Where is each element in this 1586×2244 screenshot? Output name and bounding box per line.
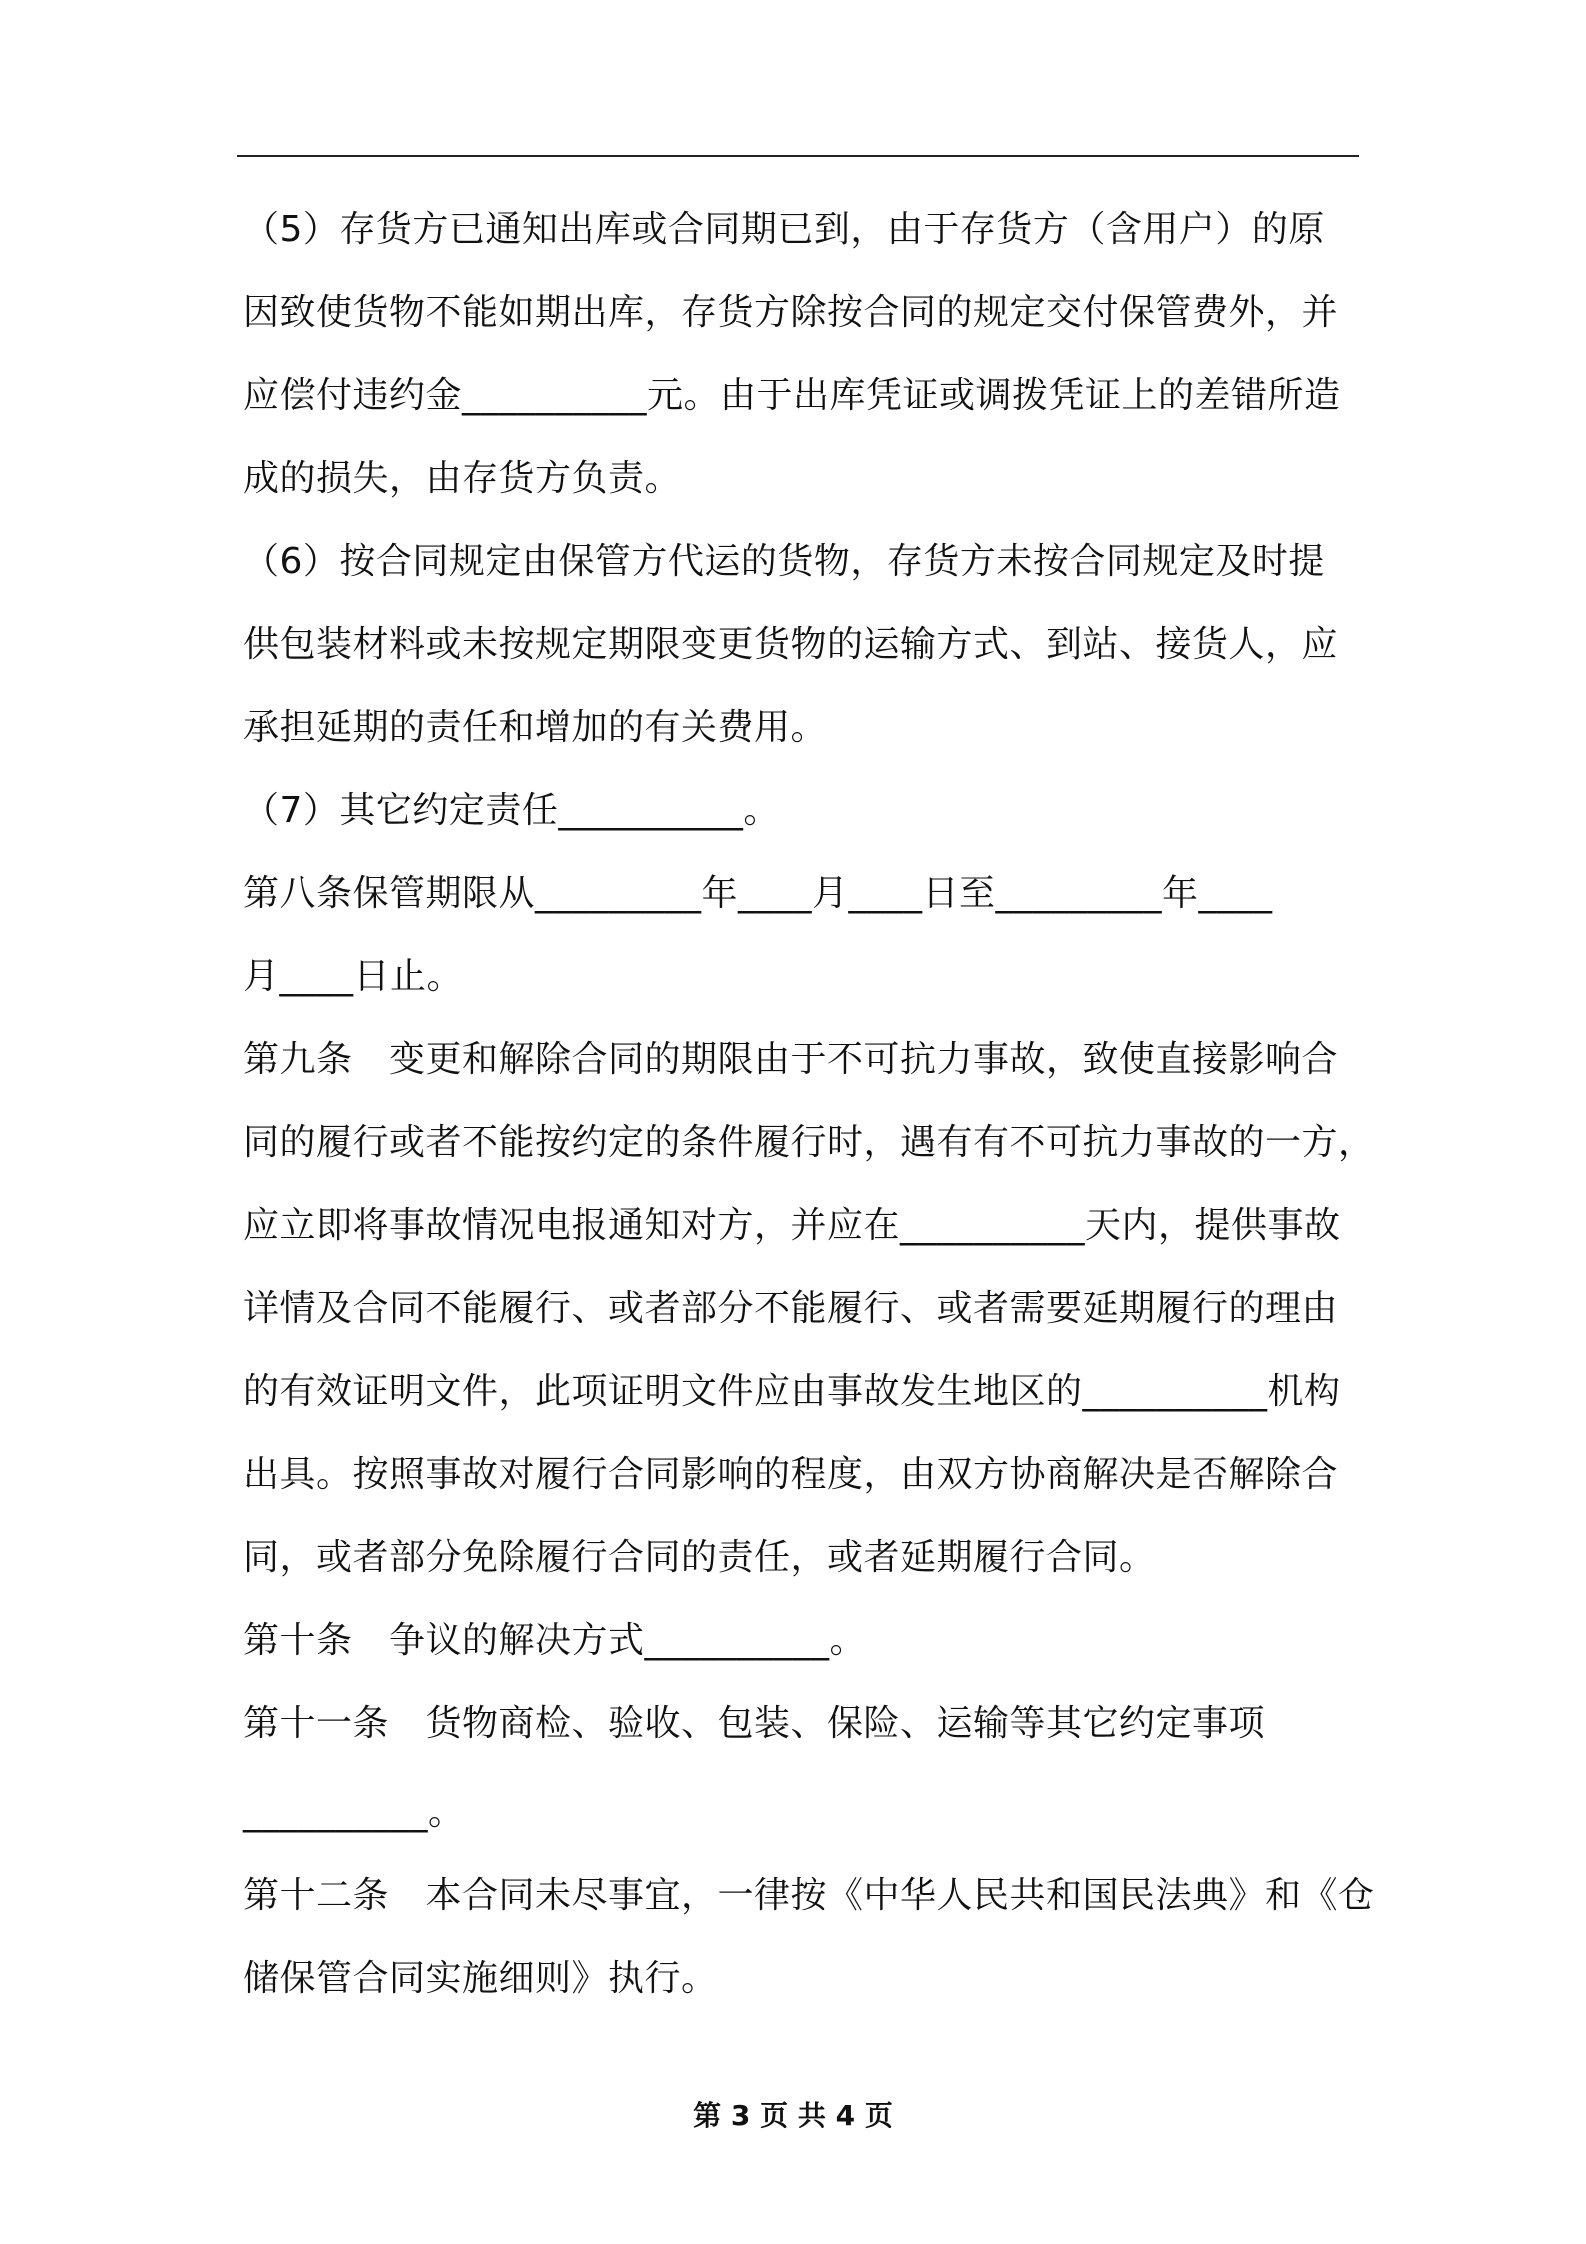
text-line: 储保管合同实施细则》执行。 [243,1958,718,1999]
text-line: （7）其它约定责任__________。 [243,790,780,831]
text-line: 供包装材料或未按规定期限变更货物的运输方式、到站、接货人，应 [243,624,1339,665]
text-line: 同的履行或者不能按约定的条件履行时，遇有有不可抗力事故的一方， [243,1122,1375,1163]
text-line: 月____日止。 [243,956,464,997]
text-line: __________。 [243,1792,465,1833]
page-footer: 第 3 页 共 4 页 [693,2099,893,2132]
header-rule [237,155,1359,157]
text-line: 第十一条 货物商检、验收、包装、保险、运输等其它约定事项 [243,1703,1266,1744]
text-line: 第十二条 本合同未尽事宜，一律按《中华人民共和国民法典》和《仓 [243,1875,1375,1916]
text-line: 的有效证明文件，此项证明文件应由事故发生地区的__________机构 [243,1371,1341,1412]
text-line: 应偿付违约金__________元。由于出库凭证或调拨凭证上的差错所造 [243,375,1341,416]
text-line: 成的损失，由存货方负责。 [243,458,682,499]
text-line: 因致使货物不能如期出库，存货方除按合同的规定交付保管费外，并 [243,292,1339,333]
text-line: （5）存货方已通知出库或合同期已到，由于存货方（含用户）的原 [243,209,1325,250]
text-line: 详情及合同不能履行、或者部分不能履行、或者需要延期履行的理由 [243,1288,1339,1329]
text-line: 第九条 变更和解除合同的期限由于不可抗力事故，致使直接影响合 [243,1039,1339,1080]
text-line: 同，或者部分免除履行合同的责任，或者延期履行合同。 [243,1537,1156,1578]
text-line: 承担延期的责任和增加的有关费用。 [243,707,828,748]
text-line: （6）按合同规定由保管方代运的货物，存货方未按合同规定及时提 [243,541,1325,582]
text-line: 出具。按照事故对履行合同影响的程度，由双方协商解决是否解除合 [243,1454,1339,1495]
text-line: 应立即将事故情况电报通知对方，并应在__________天内，提供事故 [243,1205,1341,1246]
text-line: 第八条保管期限从_________年____月____日至_________年____ [243,873,1273,914]
text-line: 第十条 争议的解决方式__________。 [243,1620,867,1661]
